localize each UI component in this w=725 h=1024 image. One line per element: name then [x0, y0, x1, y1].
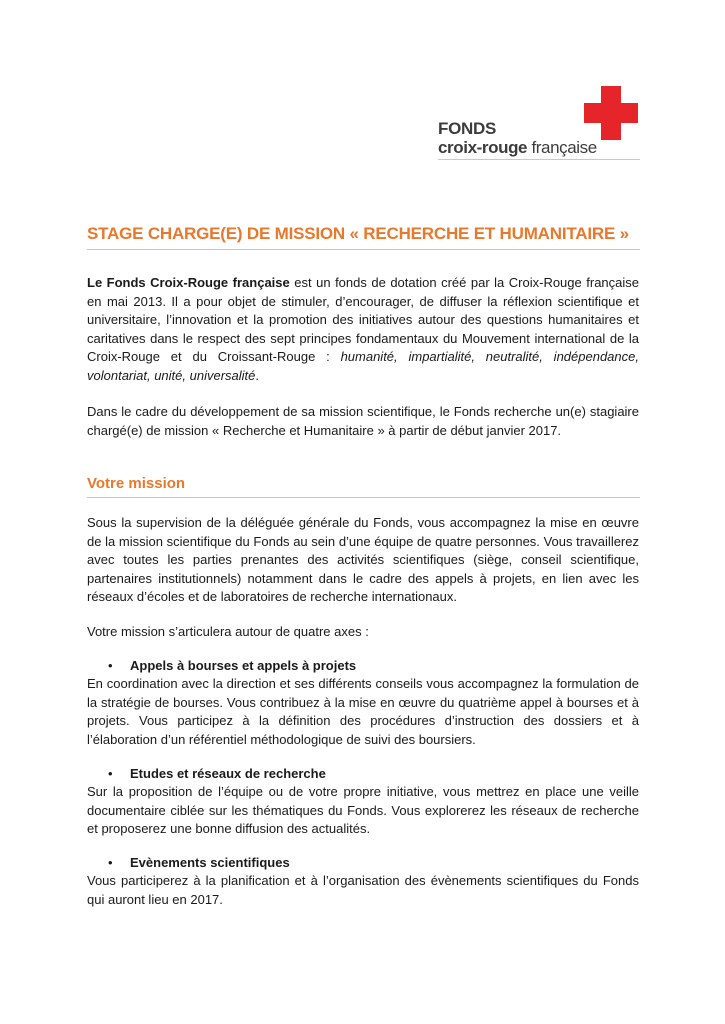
axis-title: Etudes et réseaux de recherche — [130, 766, 326, 781]
axes-intro: Votre mission s’articulera autour de quatre axes : — [87, 624, 369, 639]
logo-francaise: française — [527, 138, 597, 157]
intro-end: . — [255, 367, 259, 383]
list-item — [108, 765, 326, 783]
axis-description: Vous participerez à la planification et à l’organisation des évènements scientifiques du Fonds qui auront lieu en 2017. — [87, 873, 639, 907]
org-name: Le Fonds Croix-Rouge française — [87, 275, 290, 290]
recruitment-paragraph: Dans le cadre du développement de sa mission scientifique, le Fonds recherche un(e) stagiaire chargé(e) de mission « Recherche et Humanitaire » à partir de début janvier 2017. — [87, 404, 639, 438]
axis-description: En coordination avec la direction et ses différents conseils vous accompagnez la formulation de la stratégie de bourses. Vous contribuez à la mise en œuvre du quatrième appel à bourses et à projets. Vous participez à la définition des procédures d’instruction des dossiers et à l’élaboration d’un référentiel méthodologique de suivi des boursiers. — [87, 676, 639, 747]
section-heading-votre-mission: Votre mission — [87, 474, 640, 498]
logo-divider — [438, 159, 640, 160]
bullet-icon: • — [108, 658, 113, 673]
axis-title: Evènements scientifiques — [130, 855, 290, 870]
page-title: STAGE CHARGE(E) DE MISSION « RECHERCHE ET HUMANITAIRE » — [87, 224, 640, 250]
axis-description: Sur la proposition de l’équipe ou de votre propre initiative, vous mettrez en place une veille documentaire ciblée sur les thématiques du Fonds. Vous explorerez les réseaux de recherche et proposerez une bonne diffusion des actualités. — [87, 784, 639, 836]
list-item — [108, 854, 290, 872]
bullet-icon: • — [108, 766, 113, 781]
intro-text: est un fonds de dotation créé par la Croix-Rouge française en mai 2013. Il a pour objet de stimuler, d’encourager, de diffuser la réflexion scientifique et universitaire, l’innovation et la promotion des initiatives autour des questions humanitaires et caritatives dans le respect des sept principes fondamentaux du Mouvement international de la Croix-Rouge et du Croissant-Rouge : — [87, 275, 639, 364]
intro-paragraph — [87, 274, 639, 385]
axis-title: Appels à bourses et appels à projets — [130, 658, 357, 673]
logo-line-croix-rouge — [438, 139, 597, 156]
logo-croix-rouge: croix-rouge — [438, 138, 528, 157]
principles-list: humanité, impartialité, neutralité, indépendance, volontariat, unité, universalité — [87, 349, 639, 383]
logo-wordmark — [438, 120, 597, 156]
mission-paragraph: Sous la supervision de la déléguée générale du Fonds, vous accompagnez la mise en œuvre de la mission scientifique du Fonds au sein d’une équipe de quatre personnes. Vous travaillerez avec toutes les parties prenantes des activités scientifiques (siège, conseil scientifique, partenaires institutionnels) notamment dans le cadre des appels à projets, en lien avec les réseaux d’écoles et de laboratoires de recherche internationaux. — [87, 515, 639, 604]
logo — [438, 86, 640, 166]
logo-line-fonds: FONDS — [438, 119, 497, 138]
bullet-icon: • — [108, 855, 113, 870]
list-item — [108, 657, 356, 675]
